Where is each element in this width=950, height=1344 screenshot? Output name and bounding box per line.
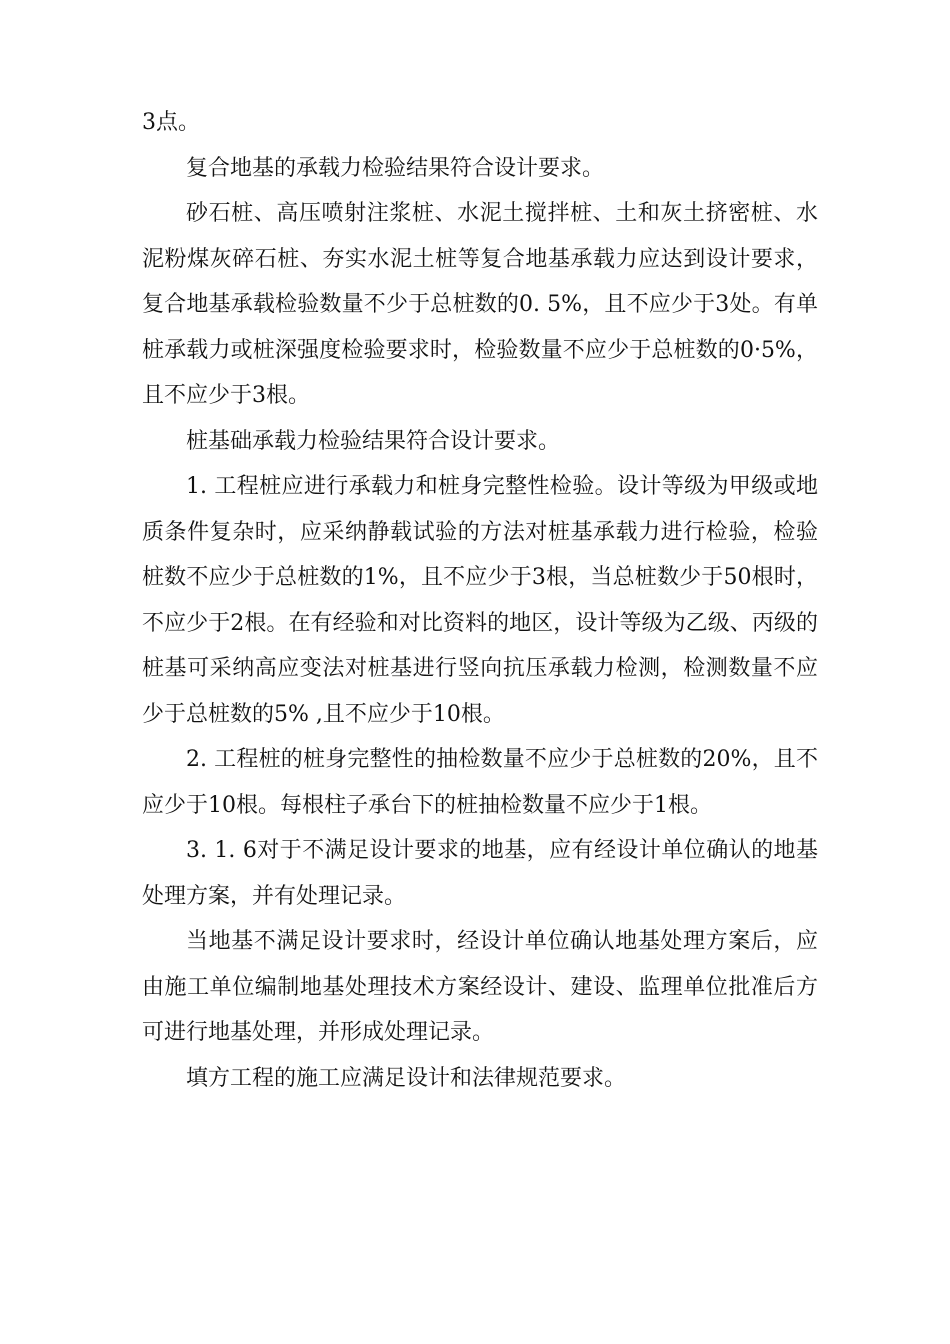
paragraph-composite-foundation-heading: 复合地基的承载力检验结果符合设计要求。 [186, 155, 605, 181]
document-body [142, 100, 818, 1101]
paragraph-clause-3-1-6: 3. 1. 6对于不满足设计要求的地基，应有经设计单位确认的地基处理方案，并有处理记录。 [142, 838, 818, 909]
paragraph-composite-foundation-detail: 砂石桩、高压喷射注浆桩、水泥土搅拌桩、土和灰土挤密桩、水泥粉煤灰碎石桩、夯实水泥土桩等复合地基承载力应达到设计要求，复合地基承载检验数量不少于总桩数的0. 5%，且不应少于3处。有单桩承载力或桩深强度检验要求时，检验数量不应少于总桩数的0·5%，且不应少于3根。 [142, 201, 818, 408]
paragraph-pile-foundation-heading: 桩基础承载力检验结果符合设计要求。 [186, 428, 561, 454]
paragraph-item-1: 1. 工程桩应进行承载力和桩身完整性检验。设计等级为甲级或地质条件复杂时，应采纳静载试验的方法对桩基承载力进行检验，检验桩数不应少于总桩数的1%，且不应少于3根，当总桩数少于50根时，不应少于2根。在有经验和对比资料的地区，设计等级为乙级、丙级的桩基可采纳高应变法对桩基进行竖向抗压承载力检测，检测数量不应少于总桩数的5% ,且不应少于10根。 [142, 474, 818, 727]
paragraph-foundation-treatment: 当地基不满足设计要求时，经设计单位确认地基处理方案后，应由施工单位编制地基处理技术方案经设计、建设、监理单位批准后方可进行地基处理，并形成处理记录。 [142, 929, 818, 1045]
paragraph-fill-works: 填方工程的施工应满足设计和法律规范要求。 [186, 1065, 627, 1091]
paragraph-continuation: 3点。 [142, 110, 200, 135]
paragraph-item-2: 2. 工程桩的桩身完整性的抽检数量不应少于总桩数的20%，且不应少于10根。每根柱子承台下的桩抽检数量不应少于1根。 [142, 747, 818, 818]
